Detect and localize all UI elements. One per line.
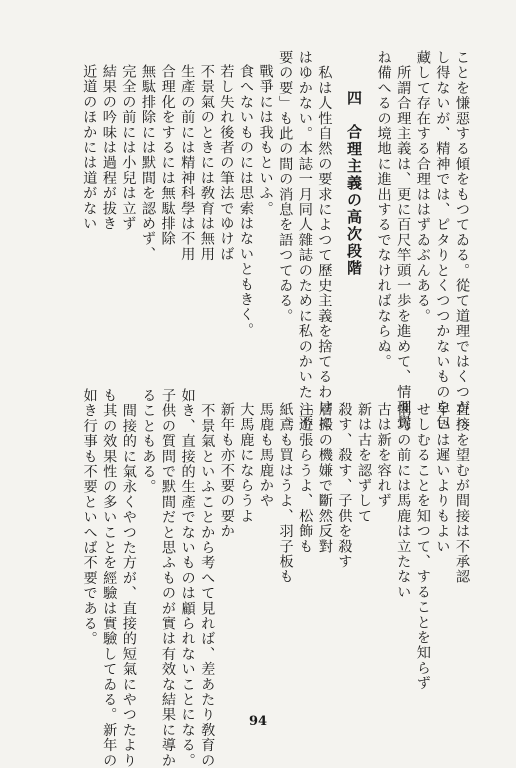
verse-line: 戰爭には我もといふ。 [257, 64, 274, 216]
text-column: し得ないが、精神では、ピタりとくつつかないものを包 [434, 50, 451, 430]
verse-line: 結果の吟味は過程が拔き [100, 64, 117, 232]
verse-line: 悧巧の前には馬鹿は立たない [395, 402, 412, 600]
text-column: 私は人性自然の要求によつて歷史主義を捨てるわけに [316, 50, 333, 430]
text-column: ることもある。 [140, 388, 157, 495]
text-column: ことを慊惡する傾をもつてゐる。從て道理ではくつがへ [454, 50, 470, 430]
verse-line: 殺す、殺す、子供を殺す [336, 402, 353, 570]
verse-line: 大馬鹿にならうよ [238, 402, 255, 524]
text-column: も其の效果性の多いことを經驗は實驗してゐる。新年の [101, 388, 118, 768]
verse-line: 若し失れ後者の筆法でゆけば [218, 64, 235, 262]
text-column: はゆかない。本誌一月同人雜誌のために私のかいた「不 [296, 50, 313, 430]
text-column: 如き、直接的生產でないものは顧られないことになる。 [179, 388, 196, 768]
text-column: 要の要」も此の間の消息を語つてゐる。 [277, 50, 294, 324]
text-column: 間接的に氣永くやつた方が、直接的短氣にやつたより [120, 388, 137, 768]
verse-line: 不景氣のときには敎育は無用 [198, 64, 215, 262]
verse-line: 紙鳶も買はうよ、羽子板も [277, 402, 294, 585]
section-heading: 四 合理主義の高次段階 [345, 90, 363, 277]
verse-line: 合理化をするには無駄排除 [159, 64, 176, 247]
verse-line: 直接を望むが間接は不承認 [454, 402, 470, 585]
verse-line: 生產の前には精神科學は不用 [179, 64, 196, 262]
verse-line: せしむることを知つて、することを知らず [414, 402, 431, 691]
verse-line: 近道のほかには道がない [81, 64, 98, 232]
verse-line: 無駄排除には默間を認めず、 [140, 64, 156, 262]
verse-line: 新は古を認ずして [356, 402, 372, 524]
verse-line: 注遊張らうよ、松飾も [297, 402, 314, 554]
verse-line: 古は新を容れず [375, 402, 392, 509]
text-column: 所謂合理主義は、更に百尺竿頭一歩を進めて、情理覺 [395, 50, 412, 430]
verse-line: 早いは遲いよりもよい [434, 402, 451, 554]
verse-line: 完全の前には小兒は立ず [120, 64, 137, 232]
verse-line: 食へないものには思索はないともきく。 [238, 64, 254, 338]
text-column: 藏して存在する合理ははずゐぶんある。 [414, 50, 431, 324]
page-number: 94 [248, 714, 268, 729]
verse-line: 馬鹿も馬鹿かや [258, 402, 274, 509]
text-column: 不景氣といふことから考へて見れば、差あたり敎育の [199, 388, 216, 768]
verse-line: 新年も亦不要の要か [218, 402, 235, 539]
text-column: 如き行事も不要といへば不要である。 [81, 388, 98, 647]
text-column: 子供の質問で默間だと思ふものが實は有效な結果に導か [160, 388, 176, 768]
text-column: ね備へるの境地に進出するでなければならぬ。 [375, 50, 392, 370]
verse-line: 層搬の機嫌で斷然反對 [316, 402, 333, 554]
